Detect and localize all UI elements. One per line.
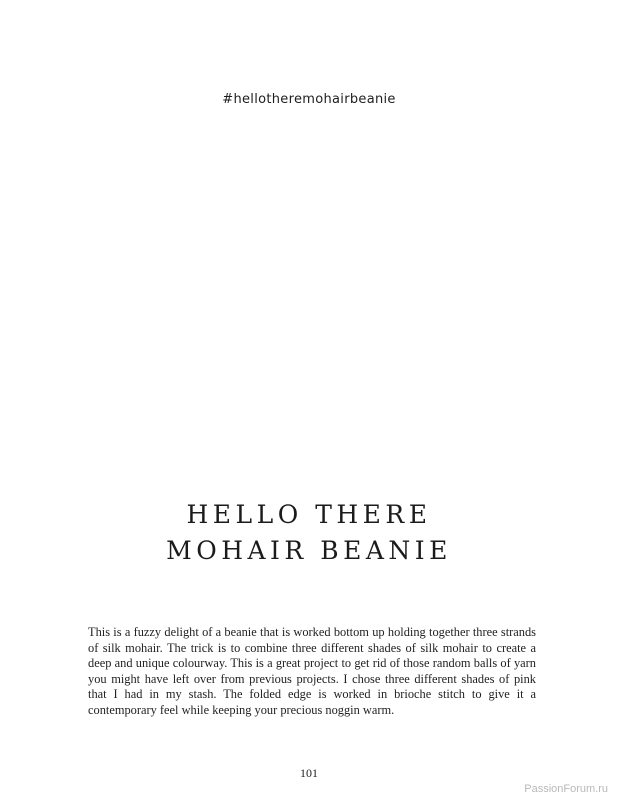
pattern-intro-paragraph: This is a fuzzy delight of a beanie that is worked bottom up holding together three strands of silk mohair. The trick is to combine three different shades of silk mohair to create a deep and unique colourway. This is a great project to get rid of those random balls of yarn you might have left over from previous projects. I chose three different shades of pink that I had in my stash. The folded edge is worked in brioche stitch to give it a contemporary feel while keeping your precious noggin warm.: [88, 625, 536, 717]
pattern-title-line-1: HELLO THERE: [186, 500, 432, 529]
pattern-hashtag: #hellotheremohairbeanie: [222, 92, 396, 107]
page-number: 101: [300, 766, 318, 780]
pattern-title: [0, 497, 618, 569]
watermark-text: PassionForum.ru: [524, 783, 608, 795]
pattern-title-line-2: MOHAIR BEANIE: [166, 536, 452, 565]
